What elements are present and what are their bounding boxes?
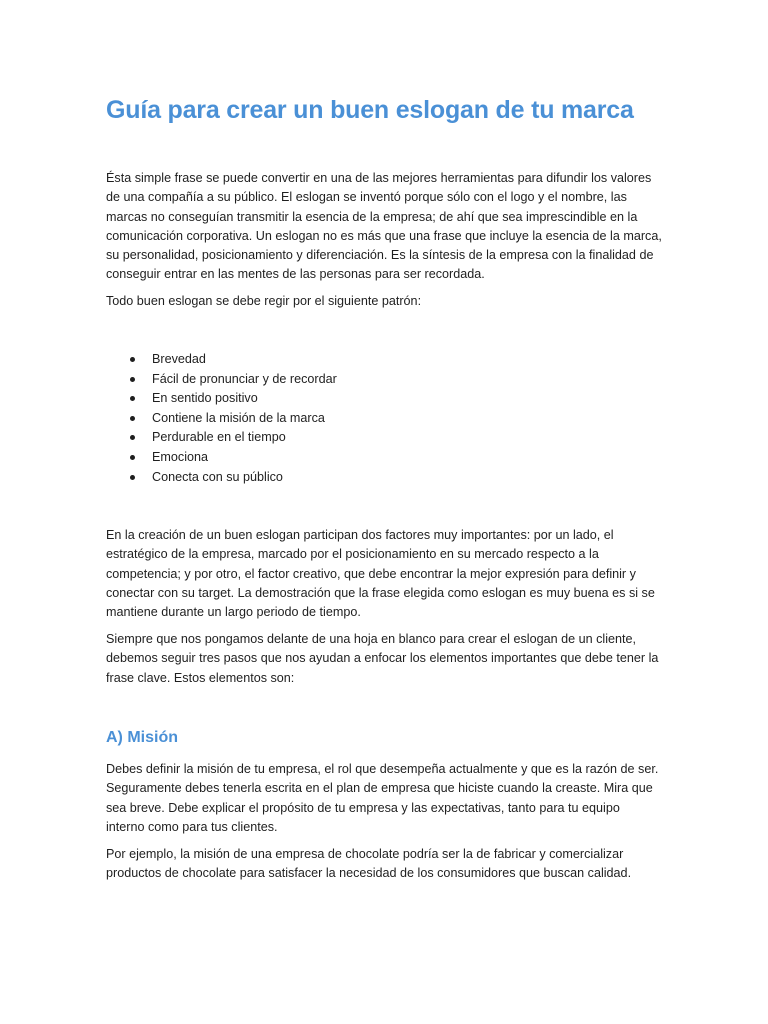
paragraph-line: Ésta simple frase se puede convertir en una de las mejores herramientas para difundir los valores [106,171,652,185]
intro-paragraph [106,169,666,285]
paragraph-line: Debes definir la misión de tu empresa, el rol que desempeña actualmente y que es la razón de ser. [106,762,659,776]
paragraph-line: frase clave. Estos elementos son: [106,670,295,685]
bullet-icon [130,475,135,480]
steps-paragraph [106,630,666,688]
paragraph-line: Siempre que nos pongamos delante de una hoja en blanco para crear el eslogan de un cliente, [106,632,637,646]
document-title: Guía para crear un buen eslogan de tu marca [106,96,634,124]
pattern-intro-paragraph [106,292,666,311]
paragraph-line: estratégico de la empresa, marcado por el posicionamiento en su mercado respecto a la [106,547,599,562]
list-item: Emociona [106,448,606,468]
list-item: Fácil de pronunciar y de recordar [106,370,606,390]
list-item: Brevedad [106,350,606,370]
mision-paragraph [106,760,666,837]
bullet-icon [130,455,135,460]
paragraph-line: conseguir entrar en las mentes de las personas para ser recordada. [106,267,485,282]
paragraph-line: comunicación corporativa. Un eslogan no es más que una frase que incluye la esencia de la marca, [106,228,662,243]
paragraph-line: su personalidad, posicionamiento y diferenciación. Es la síntesis de la empresa con la finalidad de [106,248,654,263]
list-item: En sentido positivo [106,389,606,409]
paragraph-line: Todo buen eslogan se debe regir por el siguiente patrón: [106,294,422,308]
factors-paragraph [106,526,666,622]
paragraph-line: conectar con su target. La demostración que la frase elegida como eslogan es muy buena es si se [106,585,655,600]
slogan-pattern-list [106,350,606,487]
paragraph-line: Por ejemplo, la misión de una empresa de chocolate podría ser la de fabricar y comercializar [106,847,624,861]
bullet-icon [130,416,135,421]
paragraph-line: En la creación de un buen eslogan participan dos factores muy importantes: por un lado, el [106,528,614,542]
list-item: Contiene la misión de la marca [106,409,606,429]
paragraph-line: marcas no conseguían transmitir la esencia de la empresa; de ahí que sea imprescindible en la [106,209,638,224]
bullet-icon [130,396,135,401]
paragraph-line: competencia; y por otro, el factor creativo, que debe encontrar la mejor expresión para definir y [106,566,636,581]
bullet-icon [130,357,135,362]
paragraph-line: interno como para tus clientes. [106,819,278,834]
paragraph-line: Seguramente debes tenerla escrita en el plan de empresa que hiciste cuando la creaste. Mira que [106,781,653,796]
section-heading-mision: A) Misión [106,729,178,746]
bullet-icon [130,377,135,382]
bullet-icon [130,435,135,440]
paragraph-line: de una compañía a su público. El eslogan se inventó porque sólo con el logo y el nombre, las [106,190,627,205]
list-item: Conecta con su público [106,468,606,488]
paragraph-line: mantiene durante un largo periodo de tiempo. [106,605,361,620]
paragraph-line: productos de chocolate para satisfacer la necesidad de los consumidores que buscan calidad. [106,866,632,881]
list-item: Perdurable en el tiempo [106,428,606,448]
example-paragraph [106,845,666,884]
paragraph-line: debemos seguir tres pasos que nos ayudan a enfocar los elementos importantes que debe tener la [106,651,659,666]
paragraph-line: sea breve. Debe explicar el propósito de tu empresa y las expectativas, tanto para tu equipo [106,800,620,815]
